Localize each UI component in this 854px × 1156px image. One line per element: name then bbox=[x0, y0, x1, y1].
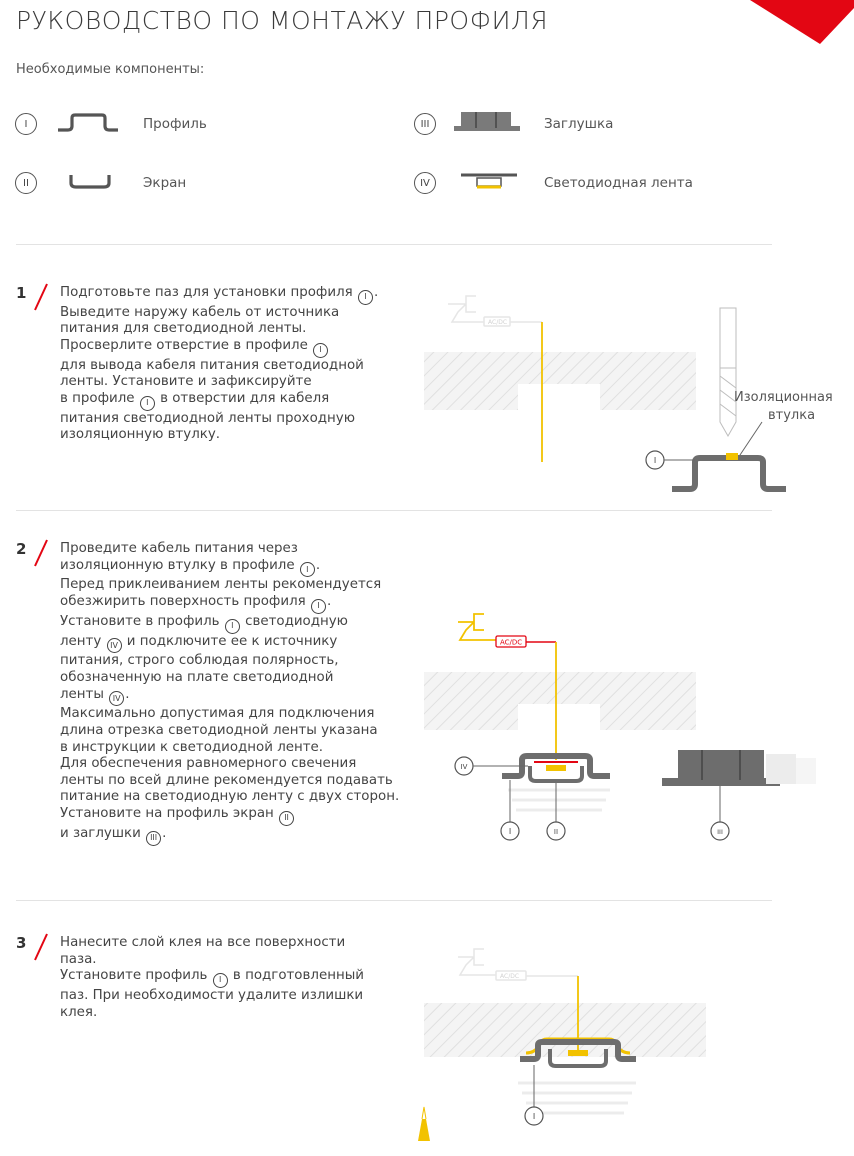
component-label: Экран bbox=[143, 175, 187, 191]
step-number: 1 bbox=[16, 284, 27, 302]
component-number: IV bbox=[414, 172, 436, 194]
component-label: Заглушка bbox=[544, 116, 614, 132]
component-ref-badge: IV bbox=[107, 638, 122, 653]
svg-text:I: I bbox=[532, 1112, 536, 1121]
page-title: РУКОВОДСТВО ПО МОНТАЖУ ПРОФИЛЯ bbox=[16, 6, 549, 35]
svg-text:II: II bbox=[553, 828, 559, 836]
svg-text:AC/DC: AC/DC bbox=[500, 973, 520, 980]
component-ref-badge: I bbox=[313, 343, 328, 358]
component-ref-badge: II bbox=[279, 811, 294, 826]
step-2-diagram bbox=[410, 600, 854, 850]
component-ref-badge: I bbox=[225, 619, 240, 634]
component-ref-badge: III bbox=[146, 831, 161, 846]
svg-text:IV: IV bbox=[460, 763, 468, 771]
cap-icon bbox=[452, 108, 524, 134]
led-tape-icon bbox=[459, 170, 521, 192]
component-ref-badge: I bbox=[300, 562, 315, 577]
component-number: II bbox=[15, 172, 37, 194]
brand-corner-icon bbox=[750, 0, 854, 48]
components-heading: Необходимые компоненты: bbox=[16, 62, 205, 77]
component-ref-badge: I bbox=[311, 599, 326, 614]
screen-icon bbox=[68, 171, 112, 191]
step-3-diagram bbox=[410, 935, 854, 1156]
divider bbox=[16, 244, 772, 245]
step-number: 2 bbox=[16, 540, 27, 558]
component-number: III bbox=[414, 113, 436, 135]
divider bbox=[16, 510, 772, 511]
step-1-text: Подготовьте паз для установки профиля I . Выведите наружу кабель от источника питания для светодиодной ленты. Просверлите отверстие в профиле I для вывода кабеля питания светодиодной ленты. Установите и зафиксируйте в профиле I в отверстии для кабеля питания светодиодной ленты проходную изоляционную втулку. bbox=[60, 285, 379, 443]
profile-icon bbox=[56, 110, 120, 136]
step-2-text: Проведите кабель питания через изоляционную втулку в профиле I . Перед приклеиванием ленты рекомендуется обезжирить поверхность профиля I . Установите в профиль I светодиодную ленту IV и подключите ее к источнику питания, строго соблюдая полярность, обозначенную на плате светодиодной ленты IV . Максимально допустимая для подключения длина отрезка светодиодной ленты указана в инструкции к светодиодной ленте. Для обеспечения равномерного свечения ленты по всей длине рекомендуется подавать питание на светодиодную ленту с двух сторон. Установите на профиль экран II и заглушки III . bbox=[60, 541, 399, 846]
component-ref-badge: I bbox=[213, 973, 228, 988]
divider bbox=[16, 900, 772, 901]
step-3-text: Нанесите слой клея на все поверхности паза. Установите профиль I в подготовленный паз. При необходимости удалите излишки клея. bbox=[60, 935, 364, 1020]
svg-text:Изоляционная: Изоляционная bbox=[734, 390, 833, 405]
step-slash-icon bbox=[32, 538, 50, 568]
svg-text:AC/DC: AC/DC bbox=[500, 638, 523, 647]
component-label: Светодиодная лента bbox=[544, 175, 693, 191]
component-ref-badge: IV bbox=[109, 691, 124, 706]
step-slash-icon bbox=[32, 932, 50, 962]
svg-text:I: I bbox=[508, 827, 512, 836]
component-label: Профиль bbox=[143, 116, 207, 132]
svg-text:AC/DC: AC/DC bbox=[488, 319, 508, 326]
step-1-diagram bbox=[410, 262, 854, 502]
component-ref-badge: I bbox=[140, 396, 155, 411]
svg-text:III: III bbox=[717, 828, 723, 836]
step-slash-icon bbox=[32, 282, 50, 312]
svg-text:I: I bbox=[653, 456, 657, 465]
svg-text:втулка: втулка bbox=[768, 408, 816, 423]
step-number: 3 bbox=[16, 934, 27, 952]
component-number: I bbox=[15, 113, 37, 135]
component-ref-badge: I bbox=[358, 290, 373, 305]
drill-icon bbox=[720, 308, 736, 436]
